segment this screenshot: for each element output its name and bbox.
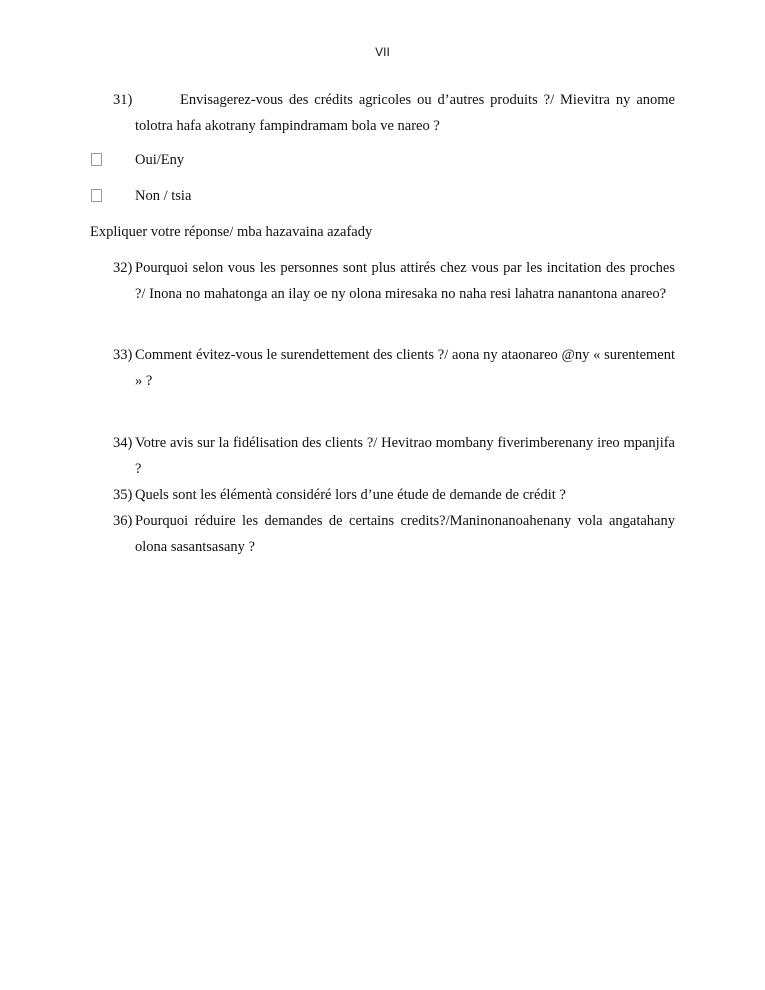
- question-text: Pourquoi réduire les demandes de certains credits?/Maninonanoahenany vola angatahany olona sasantsasany ?: [135, 513, 675, 555]
- question-number: 31): [113, 92, 133, 108]
- question-text-line1: Envisagerez-vous des crédits agricoles ou d’autres produits ?/ Mievitra ny anome: [180, 92, 675, 108]
- question-32: [113, 255, 675, 307]
- question-number: 35): [113, 487, 133, 503]
- question-number: 33): [113, 347, 133, 363]
- question-number: 32): [113, 260, 133, 276]
- question-text: Comment évitez-vous le surendettement des clients ?/ aona ny ataonareo @ny « surentement » ?: [135, 347, 675, 389]
- question-35: [113, 482, 675, 508]
- question-number: 34): [113, 435, 133, 451]
- explain-instruction: Expliquer votre réponse/ mba hazavaina azafady: [90, 224, 373, 240]
- list-item: [113, 508, 675, 560]
- question-31: [113, 87, 675, 139]
- question-text: Votre avis sur la fidélisation des clients ?/ Hevitrao mombany fiverimberenany ireo mpanjifa ?: [135, 435, 675, 477]
- option-no[interactable]: [91, 186, 192, 206]
- list-item: [113, 482, 675, 508]
- option-yes[interactable]: [91, 150, 185, 170]
- question-36: [113, 508, 675, 560]
- question-33: [113, 342, 675, 394]
- list-item: [113, 255, 675, 307]
- list-item: [113, 430, 675, 482]
- question-text: Pourquoi selon vous les personnes sont plus attirés chez vous par les incitation des proches ?/ Inona no mahatonga an ilay oe ny olona miresaka no naha resi lahatra nanantona anareo?: [135, 260, 675, 302]
- list-item: [113, 342, 675, 394]
- question-number: 36): [113, 513, 133, 529]
- page-number: VII: [375, 45, 390, 59]
- question-text: Quels sont les élémentà considéré lors d’une étude de demande de crédit ?: [135, 487, 566, 503]
- checkbox-empty-icon[interactable]: [91, 189, 102, 202]
- question-text-line2: tolotra hafa akotrany fampindramam bola ve nareo ?: [135, 118, 440, 134]
- option-label: Non / tsia: [135, 188, 192, 204]
- checkbox-empty-icon[interactable]: [91, 153, 102, 166]
- question-34: [113, 430, 675, 482]
- option-label: Oui/Eny: [135, 152, 185, 168]
